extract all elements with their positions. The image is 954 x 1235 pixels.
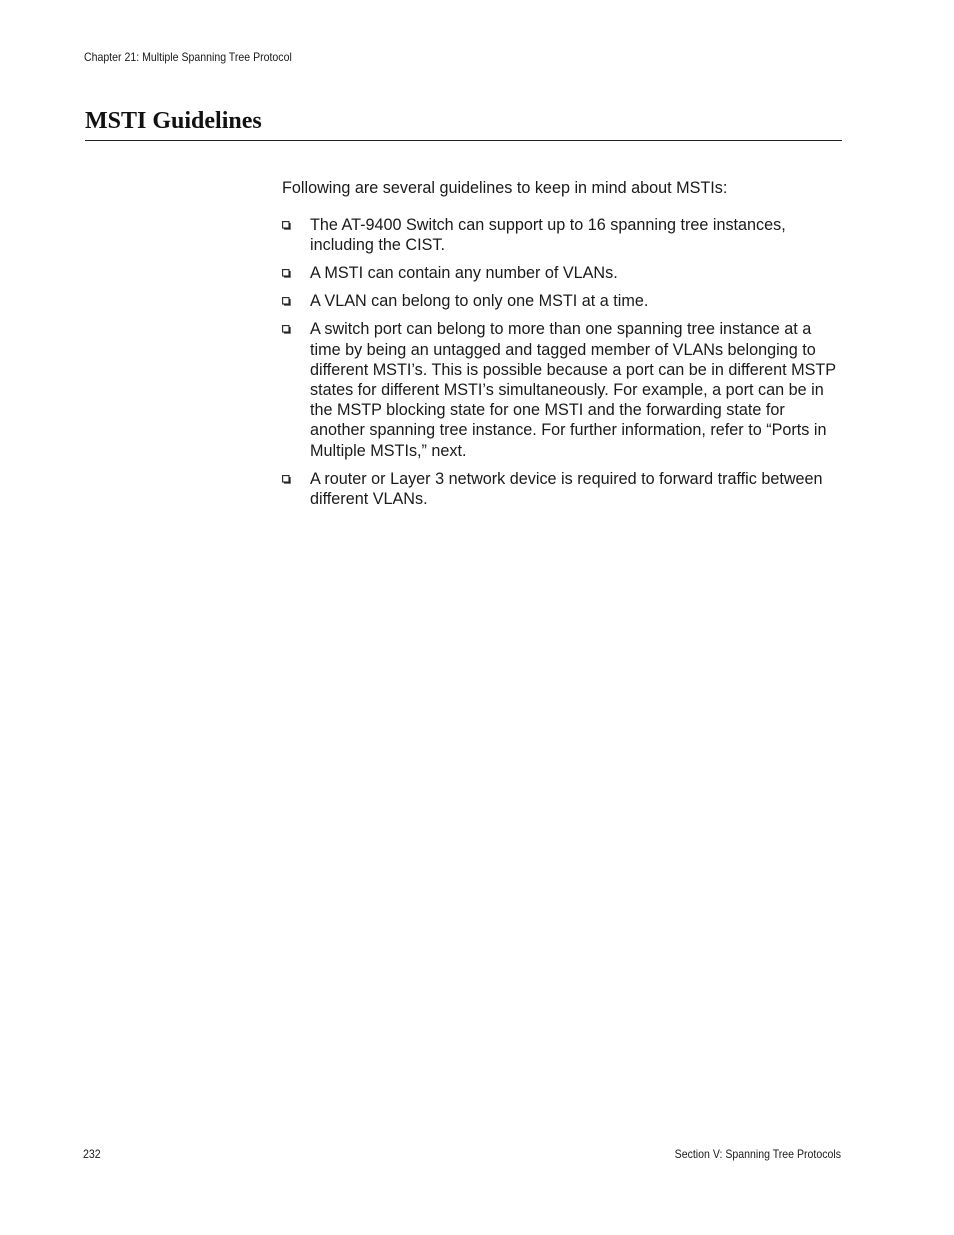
list-item (282, 319, 844, 460)
list-item (282, 469, 844, 509)
list-item-text: A switch port can belong to more than one spanning tree instance at a time by being an untagged and tagged member of VLANs belonging to different MSTI’s. This is possible because a port can be in different MSTP states for different MSTI’s simultaneously. For example, a port can be in the MSTP blocking state for one MSTI and the forwarding state for another spanning tree instance. For further information, refer to “Ports in Multiple MSTIs,” next. (310, 320, 836, 460)
list-item-text: The AT-9400 Switch can support up to 16 spanning tree instances, including the CIST. (310, 216, 786, 255)
hollow-square-bullet-icon (282, 297, 291, 306)
list-item (282, 215, 844, 255)
list-item-text: A router or Layer 3 network device is required to forward traffic between different VLANs. (310, 469, 823, 508)
running-footer-section: Section V: Spanning Tree Protocols (674, 1147, 841, 1161)
section-title: MSTI Guidelines (85, 108, 262, 134)
hollow-square-bullet-icon (282, 269, 291, 278)
list-item-text: A MSTI can contain any number of VLANs. (310, 264, 618, 283)
guideline-list (282, 215, 844, 509)
list-item (282, 263, 844, 283)
page-number: 232 (83, 1147, 101, 1161)
intro-paragraph: Following are several guidelines to keep in mind about MSTIs: (282, 179, 728, 197)
hollow-square-bullet-icon (282, 325, 291, 334)
section-body (282, 178, 844, 517)
title-divider (85, 140, 842, 141)
list-item (282, 291, 844, 311)
hollow-square-bullet-icon (282, 221, 291, 230)
running-header: Chapter 21: Multiple Spanning Tree Protocol (84, 50, 292, 64)
list-item-text: A VLAN can belong to only one MSTI at a time. (310, 292, 649, 311)
hollow-square-bullet-icon (282, 475, 291, 484)
